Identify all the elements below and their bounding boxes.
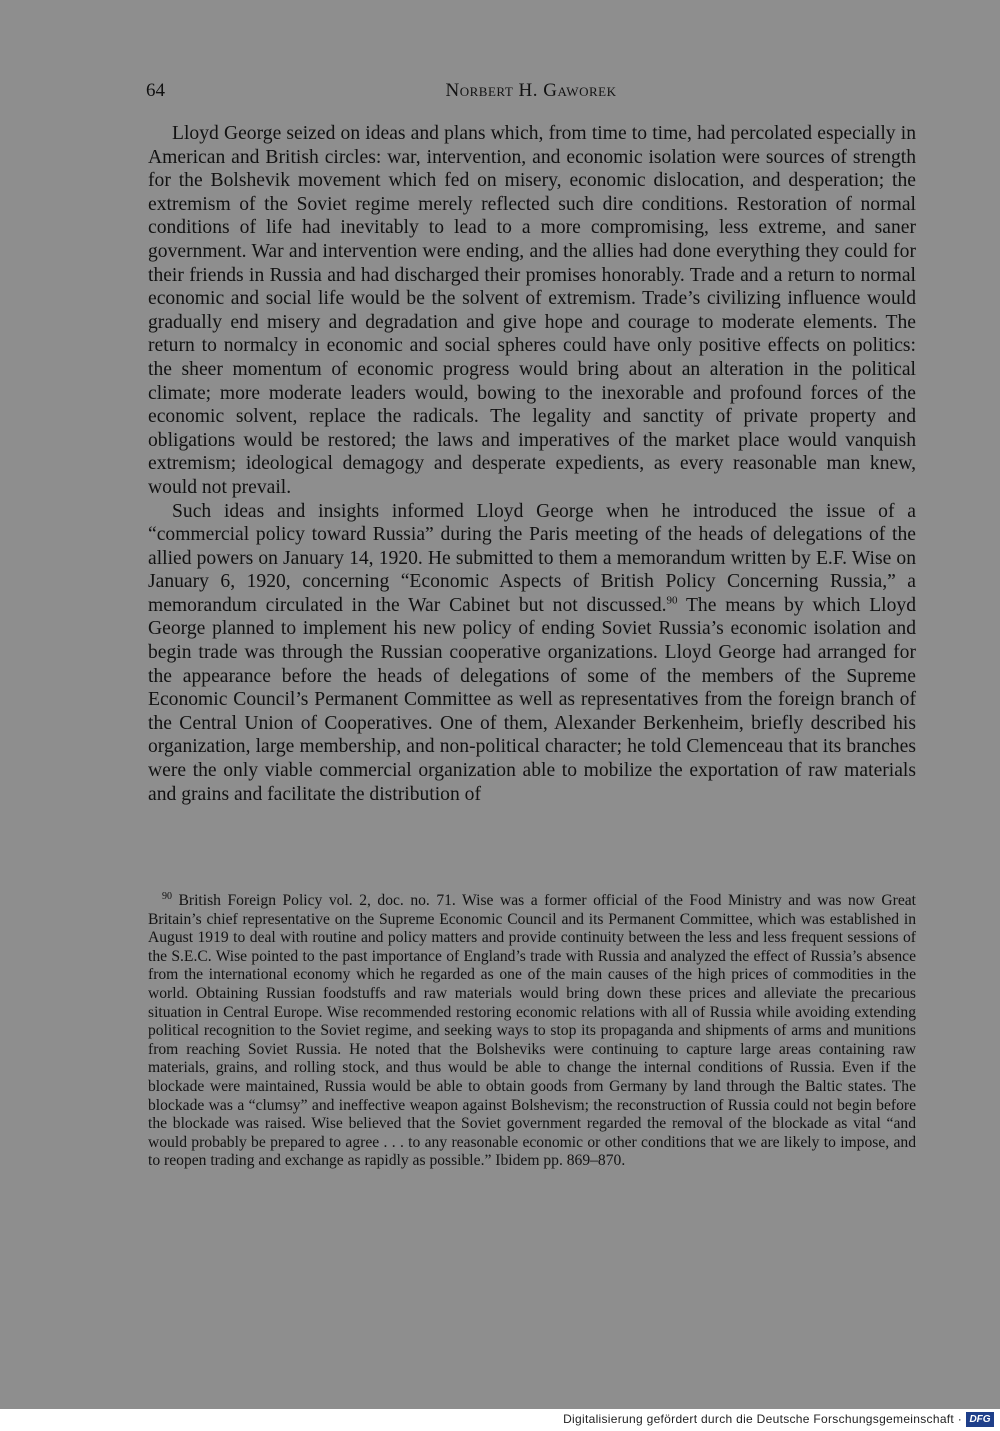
footnote xyxy=(148,892,916,1171)
credit-bar xyxy=(0,1409,1000,1431)
footnote-number: 90 xyxy=(162,890,172,902)
funding-credit: Digitalisierung gefördert durch die Deutsche Forschungsgemeinschaft · xyxy=(563,1412,962,1426)
paragraph-text: The means by which Lloyd George planned to implement his new policy of ending Soviet Russia’s economic isolation and begin trade was through the Russian cooperative organizations. Lloyd George had arranged for the appearance before the heads of delegations of some of the members of the Supreme Economic Council’s Permanent Committee as well as representatives from the foreign branch of the Central Union of Cooperatives. One of them, Alexander Berkenheim, briefly described his organization, large membership, and non-political character; he told Clemenceau that its branches were the only viable commercial organization able to mobilize the exportation of raw materials and grains and facilitate the distribution of xyxy=(148,594,916,805)
footnote-reference[interactable]: 90 xyxy=(666,594,678,607)
page-number: 64 xyxy=(146,80,165,101)
dfg-logo-icon[interactable]: DFG xyxy=(966,1412,994,1427)
paragraph xyxy=(148,500,916,807)
paragraph-text: Lloyd George seized on ideas and plans which, from time to time, had percolated especially in American and British circles: war, intervention, and economic isolation were sources of strength for the Bolshevik movement which fed on misery, economic dislocation, and desperation; the extremism of the Soviet regime merely reflected such dire conditions. Restoration of normal conditions of life had inevitably to lead to a more compromising, less extreme, and saner government. War and intervention were ending, and the allies had done everything they could for their friends in Russia and had discharged their promises honorably. Trade and a return to normal economic and social life would be the solvent of extremism. Trade’s civilizing influence would gradually end misery and degradation and give hope and courage to moderate elements. The return to normalcy in economic and social spheres could have only positive effects on politics: the sheer momentum of economic progress would bring about an alteration in the political climate; more moderate leaders would, bowing to the inexorable and profound forces of the economic solvent, replace the radicals. The legality and sanctity of private property and obligations would be restored; the laws and imperatives of the market place would vanquish extremism; ideological demagogy and desperate expedients, as every reasonable man knew, would not prevail. xyxy=(148,123,916,498)
body-text xyxy=(148,122,916,806)
paragraph-text: Such ideas and insights informed Lloyd George when he introduced the issue of a “commercial policy toward Russia” during the Paris meeting of the heads of delegations of the allied powers on January 14, 1920. He submitted to them a memorandum written by E.F. Wise on January 6, 1920, concerning “Economic Aspects of British Policy Concerning Russia,” a memorandum circulated in the War Cabinet but not discussed. xyxy=(148,500,916,616)
footnote-paragraph xyxy=(148,892,916,1171)
paragraph xyxy=(148,122,916,500)
footnote-text: British Foreign Policy vol. 2, doc. no. 71. Wise was a former official of the Food Ministry and was now Great Britain’s chief representative on the Supreme Economic Council and its Permanent Committee, which was established in August 1919 to deal with routine and policy matters and provide continuity between the less and less frequent sessions of the S.E.C. Wise pointed to the past importance of England’s trade with Russia and analyzed the effect of Russia’s absence from the international economy which he regarded as one of the main causes of the high prices of commodities in the world. Obtaining Russian foodstuffs and raw materials would bring down these prices and alleviate the precarious situation in Central Europe. Wise recommended restoring economic relations with all of Russia while avoiding extending political recognition to the Soviet regime, and seeking ways to stop its propaganda and shipments of arms and munitions from reaching Soviet Russia. He noted that the Bolsheviks were continuing to capture large areas containing raw materials, grains, and rolling stock, and thus would be able to change the internal conditions of Russia. Even if the blockade were maintained, Russia would be able to obtain goods from Germany by land through the Baltic states. The blockade was a “clumsy” and ineffective weapon against Bolshevism; the reconstruction of Russia could not begin before the blockade was raised. Wise believed that the Soviet government regarded the removal of the blockade as vital “and would probably be prepared to agree . . . to any reasonable economic or other conditions that we are likely to impose, and to reopen trading and exchange as rapidly as possible.” Ibidem pp. 869–870. xyxy=(148,892,916,1170)
page-header xyxy=(146,80,916,104)
running-head: Norbert H. Gaworek xyxy=(445,80,617,101)
